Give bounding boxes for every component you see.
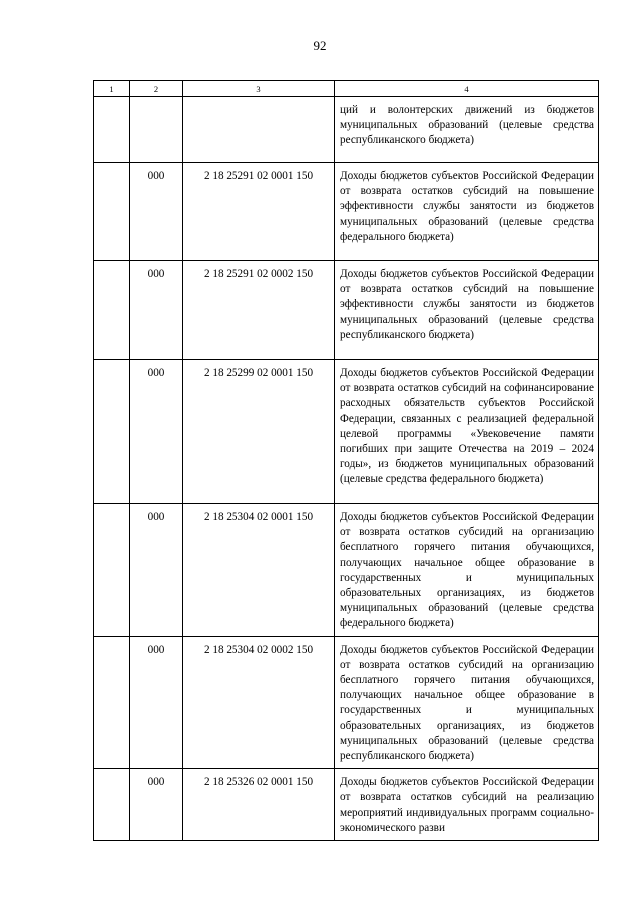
column-header-4: 4 [335,81,599,97]
cell-description: Доходы бюджетов субъектов Российской Федерации от возврата остатков субсидий на организацию бесплатного горячего питания обучающихся, получающих начальное общее образование в государственных и муниципальных образовательных организациях, из бюджетов муниципальных образований (целевые средства федерального бюджета) [335,504,599,637]
cell-kbk: 2 18 25304 02 0002 150 [183,636,335,769]
cell-index [94,97,130,163]
cell-description: Доходы бюджетов субъектов Российской Федерации от возврата остатков субсидий на повышение эффективности службы занятости из бюджетов муниципальных образований (целевые средства федерального бюджета) [335,163,599,261]
cell-index [94,504,130,637]
cell-kbk: 2 18 25291 02 0001 150 [183,163,335,261]
cell-description: Доходы бюджетов субъектов Российской Федерации от возврата остатков субсидий на организацию бесплатного горячего питания обучающихся, получающих начальное общее образование в государственных и муниципальных образовательных организациях, из бюджетов муниципальных образований (целевые средства республиканского бюджета) [335,636,599,769]
cell-description: Доходы бюджетов субъектов Российской Федерации от возврата остатков субсидий на повышение эффективности службы занятости из бюджетов муниципальных образований (целевые средства республиканского бюджета) [335,261,599,360]
cell-index [94,769,130,841]
cell-kbk: 2 18 25299 02 0001 150 [183,360,335,504]
revenue-codes-table [93,80,599,841]
cell-index [94,360,130,504]
cell-index [94,163,130,261]
table-row [94,360,599,504]
cell-admin-code: 000 [130,163,183,261]
table-row [94,636,599,769]
column-header-2: 2 [130,81,183,97]
page-number: 92 [313,38,327,53]
cell-index [94,636,130,769]
cell-description: Доходы бюджетов субъектов Российской Федерации от возврата остатков субсидий на реализацию мероприятий индивидуальных программ социально-экономического разви [335,769,599,841]
table-row-continuation [94,97,599,163]
table-row [94,163,599,261]
column-header-1: 1 [94,81,130,97]
cell-admin-code: 000 [130,636,183,769]
table-row [94,261,599,360]
header-row [94,81,599,97]
cell-admin-code [130,97,183,163]
table-row [94,504,599,637]
cell-description: ций и волонтерских движений из бюджетов муниципальных образований (целевые средства республиканского бюджета) [335,97,599,163]
column-header-3: 3 [183,81,335,97]
cell-admin-code: 000 [130,504,183,637]
table-row [94,769,599,841]
cell-kbk [183,97,335,163]
cell-admin-code: 000 [130,360,183,504]
cell-admin-code: 000 [130,261,183,360]
cell-admin-code: 000 [130,769,183,841]
cell-kbk: 2 18 25326 02 0001 150 [183,769,335,841]
cell-index [94,261,130,360]
cell-description: Доходы бюджетов субъектов Российской Федерации от возврата остатков субсидий на софинансирование расходных обязательств субъектов Российской Федерации, связанных с реализацией федеральной целевой программы «Увековечение памяти погибших при защите Отечества на 2019 – 2024 годы», из бюджетов муниципальных образований (целевые средства федерального бюджета) [335,360,599,504]
cell-kbk: 2 18 25304 02 0001 150 [183,504,335,637]
cell-kbk: 2 18 25291 02 0002 150 [183,261,335,360]
